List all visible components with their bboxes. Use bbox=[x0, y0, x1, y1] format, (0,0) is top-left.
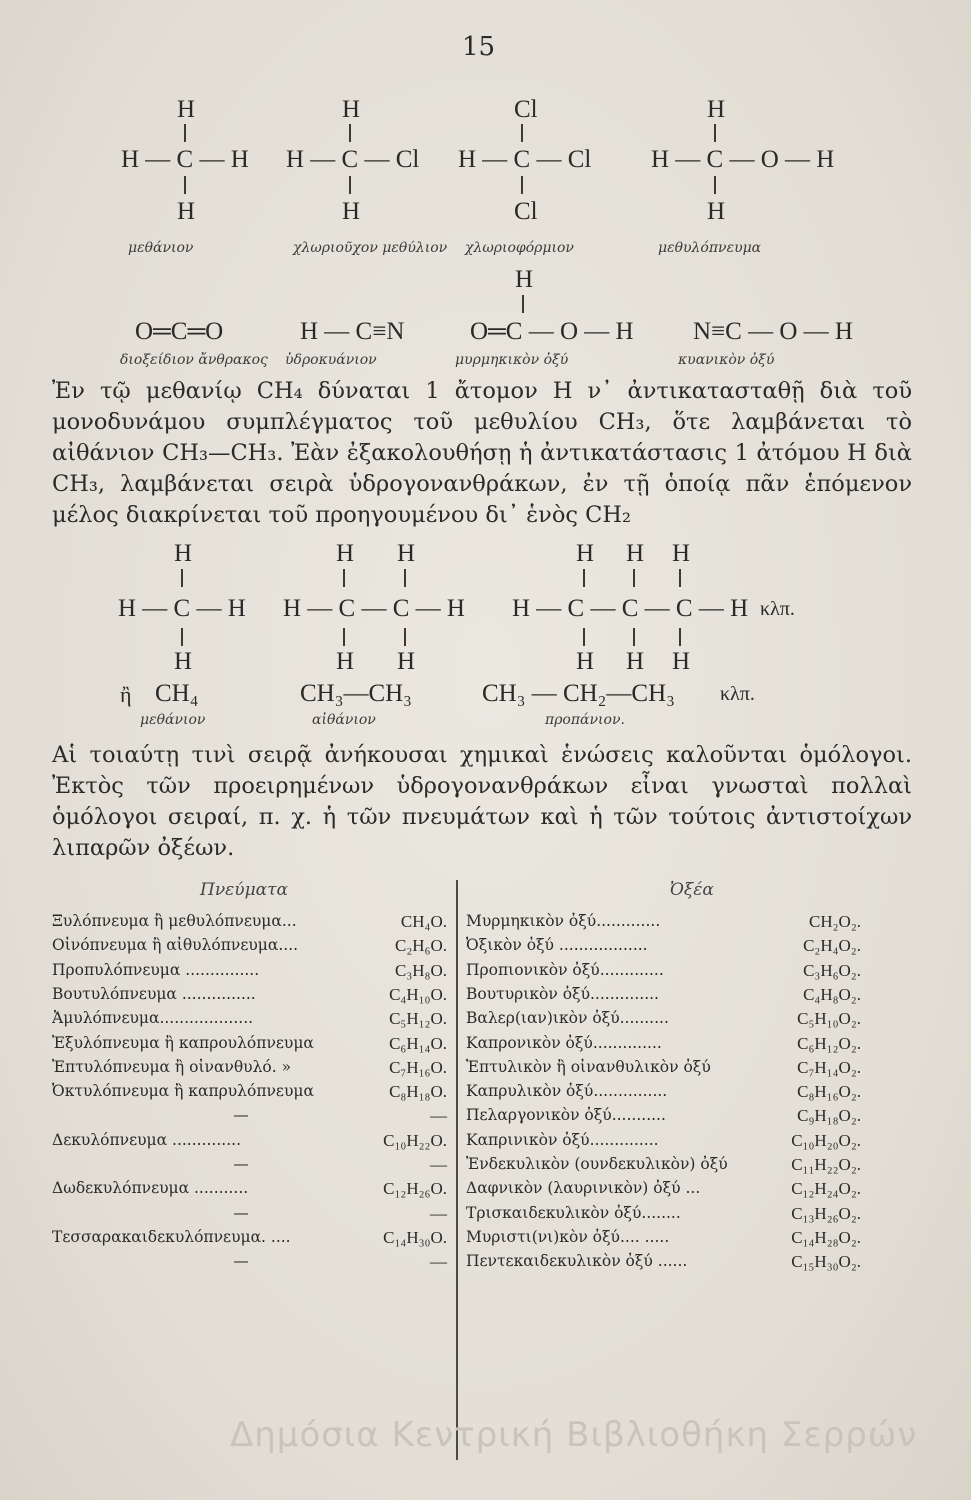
acid-row bbox=[466, 1082, 861, 1102]
alcohol-row bbox=[52, 1252, 447, 1272]
alcohol-row bbox=[52, 1131, 447, 1151]
compound-name: Βουτυλόπνευμα ............... bbox=[52, 984, 256, 1003]
bond-vertical bbox=[633, 569, 635, 587]
formula: N≡C — O — H bbox=[693, 318, 853, 345]
acid-row bbox=[466, 1179, 861, 1199]
propane-condensed: CH₃ — CH₂—CH₃ bbox=[482, 680, 675, 707]
compound-name: Τρισκαιδεκυλικὸν ὀξύ........ bbox=[466, 1203, 681, 1222]
bond-vertical bbox=[583, 569, 585, 587]
library-watermark: Δημόσια Κεντρική Βιβλιοθήκη Σερρών bbox=[230, 1415, 918, 1455]
ethane-condensed: CH₃—CH₃ bbox=[300, 680, 412, 707]
acid-row bbox=[466, 1155, 861, 1175]
atom-top: H bbox=[177, 96, 196, 123]
compound-name: Δεκυλόπνευμα .............. bbox=[52, 1130, 241, 1149]
alcohol-row bbox=[52, 936, 447, 956]
molecular-formula: C₈H₁₈O. bbox=[389, 1082, 447, 1102]
ethane-chain: H — C — C — H bbox=[283, 595, 465, 622]
compound-name: Καπρονικὸν ὀξύ.............. bbox=[466, 1033, 662, 1052]
compound-name: Τεσσαρακαιδεκυλόπνευμα. .... bbox=[52, 1227, 291, 1246]
acid-row bbox=[466, 1204, 861, 1224]
bond-vertical bbox=[343, 628, 345, 646]
page-number: 15 bbox=[462, 32, 496, 62]
compound-name: μεθάνιον bbox=[128, 240, 194, 256]
bond-vertical bbox=[404, 569, 406, 587]
molecular-formula: C₁₄H₂₈O₂. bbox=[791, 1227, 861, 1247]
acid-row bbox=[466, 1228, 861, 1248]
molecular-formula: — bbox=[430, 1203, 447, 1223]
molecular-formula: — bbox=[430, 1155, 447, 1174]
compound-name: χλωριοῦχον μεθύλιον bbox=[293, 240, 448, 256]
alcohol-row bbox=[52, 961, 447, 981]
atom-top: H bbox=[397, 540, 416, 567]
molecular-formula: CH₂O₂. bbox=[809, 912, 861, 931]
bond-vertical bbox=[679, 569, 681, 587]
compound-name: Μυρμηκικὸν ὀξύ............. bbox=[466, 912, 661, 930]
atom-chain: H — C — Cl bbox=[458, 146, 592, 173]
atom-bottom: Cl bbox=[514, 198, 538, 225]
molecular-formula: C₁₁H₂₂O₂. bbox=[791, 1155, 861, 1174]
atom-chain: H — C — Cl bbox=[286, 146, 420, 173]
molecular-formula: C₁₂H₂₄O₂. bbox=[791, 1179, 861, 1199]
molecular-formula: C₁₅H₃₀O₂. bbox=[791, 1252, 861, 1272]
bond-vertical bbox=[343, 569, 345, 587]
atom-chain: H — C — H bbox=[121, 146, 249, 173]
compound-name: Δωδεκυλόπνευμα ........... bbox=[52, 1179, 249, 1198]
atom-top: H bbox=[707, 96, 726, 123]
atom-top: H bbox=[626, 540, 645, 567]
alcohol-row bbox=[52, 1179, 447, 1199]
molecular-formula: CH₄O. bbox=[400, 912, 447, 931]
molecular-formula: C₈H₁₆O₂. bbox=[797, 1082, 861, 1102]
alcohol-row bbox=[52, 1009, 447, 1029]
molecular-formula: C₁₂H₂₆O. bbox=[383, 1179, 447, 1199]
atom-bottom: H bbox=[336, 648, 355, 675]
molecular-formula: C₆H₁₄O. bbox=[389, 1033, 447, 1053]
compound-name: ὑδροκυάνιον bbox=[285, 352, 377, 368]
molecular-formula: C₁₀H₂₀O₂. bbox=[791, 1130, 861, 1150]
atom-chain: H — C — O — H bbox=[651, 146, 835, 173]
compound-name: Δαφνικὸν (λαυρινικὸν) ὀξύ ... bbox=[466, 1179, 701, 1198]
etc-label: κλπ. bbox=[720, 683, 755, 705]
formula: H — C≡N bbox=[300, 318, 405, 345]
compound-name: μεθυλόπνευμα bbox=[658, 240, 762, 256]
molecular-formula: C₁₀H₂₂O. bbox=[383, 1130, 447, 1150]
molecular-formula: C₁₄H₃₀O. bbox=[383, 1227, 447, 1247]
compound-name: Βουτυρικὸν ὀξύ.............. bbox=[466, 984, 659, 1003]
bond-vertical bbox=[583, 628, 585, 646]
atom-top: Cl bbox=[514, 96, 538, 123]
compound-name: Ἑπτυλόπνευμα ἢ οἰνανθυλό. » bbox=[52, 1057, 292, 1076]
alcohol-row bbox=[52, 985, 447, 1005]
bond-vertical bbox=[714, 124, 716, 142]
acid-row bbox=[466, 1058, 861, 1078]
acid-row bbox=[466, 1034, 861, 1054]
alcohol-row bbox=[52, 1204, 447, 1224]
compound-name: Πεντεκαιδεκυλικὸν ὀξύ ...... bbox=[466, 1252, 688, 1271]
molecular-formula: C₆H₁₂O₂. bbox=[797, 1033, 861, 1053]
atom-bottom: H bbox=[626, 648, 645, 675]
bond-vertical bbox=[184, 176, 186, 194]
molecular-formula: C₄H₈O₂. bbox=[803, 984, 861, 1004]
compound-name: Μυριστι(νι)κὸν ὀξύ.... ..... bbox=[466, 1227, 670, 1246]
methane-chain: H — C — H bbox=[118, 595, 246, 622]
table-header-acids: Ὀξέα bbox=[670, 880, 714, 900]
bond-vertical bbox=[181, 569, 183, 587]
molecular-formula: C₇H₁₆O. bbox=[389, 1057, 447, 1077]
molecular-formula: C₇H₁₄O₂. bbox=[797, 1057, 861, 1077]
compound-name: Ξυλόπνευμα ἢ μεθυλόπνευμα... bbox=[52, 912, 297, 930]
formula: O═C═O bbox=[135, 318, 224, 345]
alcohol-row bbox=[52, 1228, 447, 1248]
compound-name: Ἑπτυλικὸν ἢ οἰνανθυλικὸν ὀξύ bbox=[466, 1057, 711, 1076]
compound-name: προπάνιον. bbox=[545, 712, 625, 728]
atom-bottom: H bbox=[397, 648, 416, 675]
acid-row bbox=[466, 1131, 861, 1151]
bond-vertical bbox=[714, 176, 716, 194]
compound-name: — bbox=[233, 1203, 249, 1222]
alcohol-row bbox=[52, 1082, 447, 1102]
paragraph-homologous: Αἱ τοιαύτῃ τινὶ σειρᾷ ἀνήκουσαι χημικαὶ ἑνώσεις καλοῦνται ὁμόλογοι. Ἐκτὸς τῶν προειρημένων ὑδρογονανθράκων εἶναι γνωσταὶ πολλαὶ ὁμόλογοι σειραί, π. χ. ἡ τῶν πνευμάτων καὶ ἡ τῶν τούτοις ἀντιστοίχων λιπαρῶν ὀξέων. bbox=[52, 742, 912, 861]
compound-name: Καπρινικὸν ὀξύ.............. bbox=[466, 1130, 659, 1149]
bond-vertical bbox=[184, 124, 186, 142]
acid-row bbox=[466, 1009, 861, 1029]
compound-name: Καπρυλικὸν ὀξύ............... bbox=[466, 1082, 668, 1101]
molecular-formula: C₅H₁₂O. bbox=[389, 1009, 447, 1029]
compound-name: — bbox=[233, 1155, 249, 1173]
compound-name: διοξείδιον ἄνθρακος bbox=[120, 352, 268, 368]
compound-name: αἰθάνιον bbox=[312, 712, 376, 728]
alcohol-row bbox=[52, 1058, 447, 1078]
formula: O═C — O — H bbox=[470, 318, 634, 345]
atom-top: H bbox=[174, 540, 193, 567]
propane-chain: H — C — C — C — H bbox=[512, 595, 749, 622]
molecular-formula: C₂H₄O₂. bbox=[803, 936, 861, 956]
atom-top: H bbox=[576, 540, 595, 567]
table-header-alcohols: Πνεύματα bbox=[200, 880, 289, 900]
compound-name: Πελαργονικὸν ὀξύ........... bbox=[466, 1106, 666, 1125]
compound-name: Προπυλόπνευμα ............... bbox=[52, 960, 260, 979]
compound-name: μεθάνιον bbox=[140, 712, 206, 728]
compound-name: Οἰνόπνευμα ἢ αἰθυλόπνευμα.... bbox=[52, 936, 299, 955]
bond-vertical bbox=[521, 124, 523, 142]
compound-name: Ἐνδεκυλικὸν (ουνδεκυλικὸν) ὀξύ bbox=[466, 1155, 728, 1173]
atom-bottom: H bbox=[672, 648, 691, 675]
compound-name: χλωριοφόρμιον bbox=[465, 240, 574, 256]
compound-name: Βαλερ(ιαν)ικὸν ὀξύ.......... bbox=[466, 1009, 669, 1028]
compound-name: Ἀμυλόπνευμα................... bbox=[52, 1009, 254, 1028]
compound-name: Ὀκτυλόπνευμα ἢ καπρυλόπνευμα bbox=[52, 1082, 314, 1101]
alcohol-row bbox=[52, 1106, 447, 1126]
acid-row bbox=[466, 936, 861, 956]
atom-top: H bbox=[515, 266, 534, 293]
molecular-formula: C₅H₁₀O₂. bbox=[797, 1009, 861, 1029]
compound-name: Ὀξικὸν ὀξύ .................. bbox=[466, 936, 648, 955]
molecular-formula: — bbox=[430, 1252, 447, 1272]
bond-vertical bbox=[633, 628, 635, 646]
acid-row bbox=[466, 961, 861, 981]
atom-bottom: H bbox=[576, 648, 595, 675]
alcohol-row bbox=[52, 912, 447, 932]
etc-label: κλπ. bbox=[760, 598, 795, 620]
molecular-formula: — bbox=[430, 1106, 447, 1126]
molecular-formula: C₉H₁₈O₂. bbox=[797, 1106, 861, 1126]
bond-vertical bbox=[349, 124, 351, 142]
or-label: ἢ bbox=[120, 682, 132, 707]
compound-name: Ἑξυλόπνευμα ἢ καπρουλόπνευμα bbox=[52, 1033, 314, 1052]
compound-name: μυρμηκικὸν ὀξύ bbox=[455, 352, 569, 368]
atom-bottom: H bbox=[177, 198, 196, 225]
atom-bottom: H bbox=[174, 648, 193, 675]
compound-name: — bbox=[233, 1106, 249, 1125]
bond-vertical bbox=[349, 176, 351, 194]
alcohol-row bbox=[52, 1034, 447, 1054]
atom-bottom: H bbox=[707, 198, 726, 225]
alcohol-row bbox=[52, 1155, 447, 1175]
bond-vertical bbox=[522, 295, 524, 313]
atom-top: H bbox=[342, 96, 361, 123]
bond-vertical bbox=[404, 628, 406, 646]
acid-row bbox=[466, 912, 861, 932]
molecular-formula: C₃H₆O₂. bbox=[803, 960, 861, 980]
bond-vertical bbox=[181, 628, 183, 646]
acid-row bbox=[466, 985, 861, 1005]
acid-row bbox=[466, 1106, 861, 1126]
molecular-formula: C₁₃H₂₆O₂. bbox=[791, 1203, 861, 1223]
acid-row bbox=[466, 1252, 861, 1272]
compound-name: Προπιονικὸν ὀξύ............. bbox=[466, 960, 664, 979]
atom-bottom: H bbox=[342, 198, 361, 225]
methane-condensed: CH₄ bbox=[155, 680, 199, 707]
compound-name: κυανικὸν ὀξύ bbox=[678, 352, 775, 368]
molecular-formula: C₃H₈O. bbox=[395, 960, 447, 980]
paragraph-substitution: Ἐν τῷ μεθανίῳ CH₄ δύναται 1 ἄτομον H ν᾽ ἀντικατασταθῇ διὰ τοῦ μονοδυνάμου συμπλέγματος τοῦ μεθυλίου CH₃, ὅτε λαμβάνεται τὸ αἰθάνιον CH₃—CH₃. Ἐὰν ἐξακολουθήσῃ ἡ ἀντικατάστασις 1 ἀτόμου H διὰ CH₃, λαμβάνεται σειρὰ ὑδρογονανθράκων, ἐν τῇ ὁποίᾳ πᾶν ἑπόμενον μέλος διακρίνεται τοῦ προηγουμένου δι᾽ ἑνὸς CH₂ bbox=[52, 378, 912, 528]
molecular-formula: C₄H₁₀O. bbox=[389, 984, 447, 1004]
bond-vertical bbox=[679, 628, 681, 646]
atom-top: H bbox=[672, 540, 691, 567]
molecular-formula: C₂H₆O. bbox=[395, 936, 447, 956]
atom-top: H bbox=[336, 540, 355, 567]
bond-vertical bbox=[521, 176, 523, 194]
compound-name: — bbox=[233, 1252, 249, 1271]
table-divider bbox=[456, 880, 458, 1460]
